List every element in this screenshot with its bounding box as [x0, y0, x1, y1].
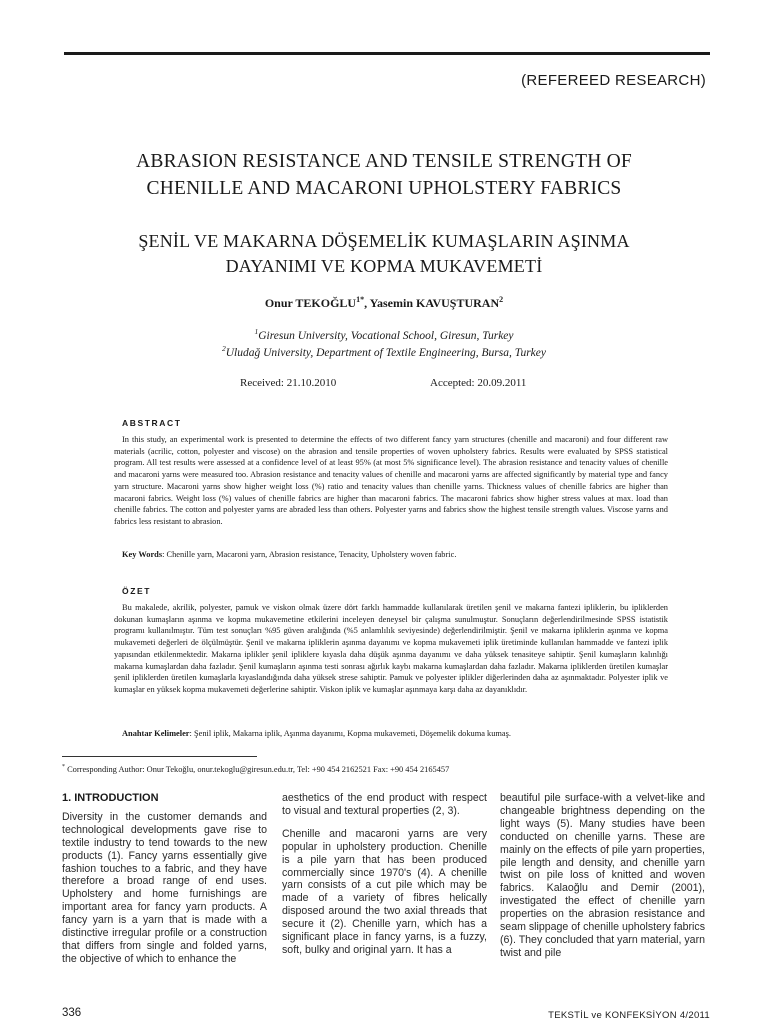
journal-name: TEKSTİL ve KONFEKSİYON 4/2011 [548, 1010, 710, 1021]
title-turkish-line: ŞENİL VE MAKARNA DÖŞEMELİK KUMAŞLARIN AŞINMA [138, 231, 630, 251]
keywords-text: : Chenille yarn, Macaroni yarn, Abrasion resistance, Tenacity, Upholstery woven fabric. [162, 550, 457, 559]
affiliation-sup: 2 [221, 344, 226, 353]
top-rule [64, 52, 710, 55]
footnote-rule [62, 756, 257, 757]
abstract-heading: ABSTRACT [122, 418, 182, 428]
title-english-line: ABRASION RESISTANCE AND TENSILE STRENGTH OF [136, 151, 632, 172]
author-sup: 1* [356, 295, 365, 304]
ozet-body [114, 602, 668, 696]
abstract-keywords [122, 550, 668, 559]
accepted-date: Accepted: 20.09.2011 [430, 377, 527, 389]
introduction-heading: 1. INTRODUCTION [62, 792, 159, 804]
footnote-text: Corresponding Author: Onur Tekoğlu, onur.tekoglu@giresun.edu.tr, Tel: +90 454 2162521 Fax: +90 454 2165457 [65, 764, 450, 774]
intro-paragraph: Diversity in the customer demands and technological developments gave rise to textile industry to tend towards to the new products (1). Fancy yarns essentially give fashion touches to a fabric, and they have therefore a broad range of end uses. Upholstery and home furnishings are important area for fancy yarn products. A fancy yarn is a yarn that is made with a distinctive irregular profile or a construction that differs from single and folded yarns, the objective of which to enhance the [62, 810, 267, 965]
page-number: 336 [62, 1007, 82, 1019]
title-english [60, 148, 708, 202]
authors [60, 295, 708, 311]
intro-column-1 [62, 792, 267, 976]
affiliation [60, 327, 708, 342]
title-turkish [60, 229, 708, 279]
abstract-body [114, 434, 668, 528]
intro-paragraph: beautiful pile surface-with a velvet-like and changeable brightness depending on the light ways (5). Many studies have been conducted on chenille yarns. These are mainly on the effects of pile yarn properties, pile length and density, and chenille yarn twist on pile loss of knitted and woven fabrics. Kalaoğlu and Demir (2001), investigated the effect of chenille yarn properties on the abrasion resistance and seam slippage of chenille upholstery fabrics (6). They concluded that yarn material, yarn twist and pile [500, 792, 705, 959]
affiliation-text: Giresun University, Vocational School, Giresun, Turkey [258, 329, 514, 342]
intro-column-2 [282, 792, 487, 967]
affiliation-text: Uludağ University, Department of Textile Engineering, Bursa, Turkey [225, 346, 546, 359]
ozet-heading: ÖZET [122, 586, 152, 596]
ozet-keywords [122, 729, 668, 738]
intro-column-3 [500, 792, 705, 970]
author-sup: 2 [499, 295, 504, 304]
author-name: Yasemin KAVUŞTURAN [369, 296, 500, 310]
keywords-text: : Şenil iplik, Makarna iplik, Aşınma dayanımı, Kopma mukavemeti, Döşemelik dokuma kumaş. [189, 729, 511, 738]
intro-paragraph: Chenille and macaroni yarns are very popular in upholstery production. Chenille is a pile yarn that has been produced commercially since 1970's (4). A chenille yarn consists of a cut pile which may be made of a variety of fibres helically disposed around the two axial threads that secure it (2). Chenille yarn, which has a significant place in fancy yarns, is a fuzzy, soft, bulky and original yarn. It has a [282, 827, 487, 956]
footnote-sup: * [62, 764, 65, 770]
intro-paragraph: aesthetics of the end product with respect to visual and textural properties (2, 3). [282, 792, 487, 817]
abstract-text: In this study, an experimental work is presented to determine the effects of two different fancy yarn structures (chenille and macaroni) and four different raw materials (acrilic, cotton, polyester and viscose) on the abrasion and tensile properties of woven upholstery fabrics. Results were evaluated by SPSS statistical program. All test results were assessed at a confidence level of at least 95% (at most 5% significance level). The abrasion resistance and tenacity values of chenille and macaroni yarns were measured too. Abrasion resistance and tenacity values of chenille and macaroni yarns are affected significantly by material type and fancy yarn structure. Macaroni yarns show higher weight loss (%) ratio and tenacity values than chenille yarns. Thickness values of chenille fabrics are higher than macaroni fabrics. Weight loss (%) values of chenille fabrics are higher than macaroni fabrics. The macaroni fabrics show higher stress values at max. load than chenille fabrics. The cotton and polyester yarns are abraded less than others. Polyester yarns and fabrics show the highest tensile strength values. Viscose yarns and fabrics less resistant to abrasion. [114, 435, 668, 526]
title-turkish-line: DAYANIMI VE KOPMA MUKAVEMETİ [225, 256, 543, 276]
title-english-line: CHENILLE AND MACARONI UPHOLSTERY FABRICS [146, 178, 622, 199]
received-date: Received: 21.10.2010 [240, 377, 337, 389]
author-name: Onur TEKOĞLU [264, 296, 357, 310]
ozet-text: Bu makalede, akrilik, polyester, pamuk ve viskon olmak üzere dört farklı hammadde kullanılarak üretilen şenil ve makarna fantezi ipliklerin, bu ipliklerden dokunan kumaşların aşınma ve kopma mukavemetine etkilerini inceleyen deneysel bir çalışma sunulmuştur. Sonuçların değerlendirilmesinde SPSS istatistik programı kullanılmıştır. Tüm test sonuçları %95 güven aralığında (%5 anlamlılık seviyesinde) değerlendirilmiştir. Şenil ve makarna ipliklerin aşınma ve kopma mukavemeti değerleri de ölçülmüştür. Şenil ve makarna ipliklerin aşınma dayanımı ve kopma mukavemeti iplik üretiminde kullanılan hammadde ve fantezi iplik yapısından etkilenmektedir. Makarna iplikler şenil ipliklere kıyasla daha düşük aşınma dayanımı ve daha yüksek tenasiteye sahiptir. Şenil kumaşların kalınlığı makarna kumaşlardan daha fazladır. Şenil kumaşların aşınma testi sonrası ağırlık kaybı makarna kumaşlardan daha fazladır. Makarna ipliklerden üretilen kumaşlar şenil ipliklerden üretilen kumaşlarla kıyaslandığında daha yüksek strese sahiptir. Pamuk ve polyester iplikler diğerlerinden daha az aşınmaktadır. Polyester iplik ve kumaşlar en yüksek kopma mukavemeti değerlerine sahiptir. Viskon iplik ve kumaşlar aşınmaya karşı daha az dayanıklıdır. [114, 603, 668, 694]
affiliation-sup: 1 [254, 327, 259, 336]
keywords-label: Anahtar Kelimeler [122, 729, 190, 738]
corresponding-author-footnote [62, 764, 449, 774]
affiliation [60, 344, 708, 359]
author-separator: , [364, 296, 370, 310]
keywords-label: Key Words [122, 550, 163, 559]
article-category: (REFEREED RESEARCH) [521, 72, 706, 89]
